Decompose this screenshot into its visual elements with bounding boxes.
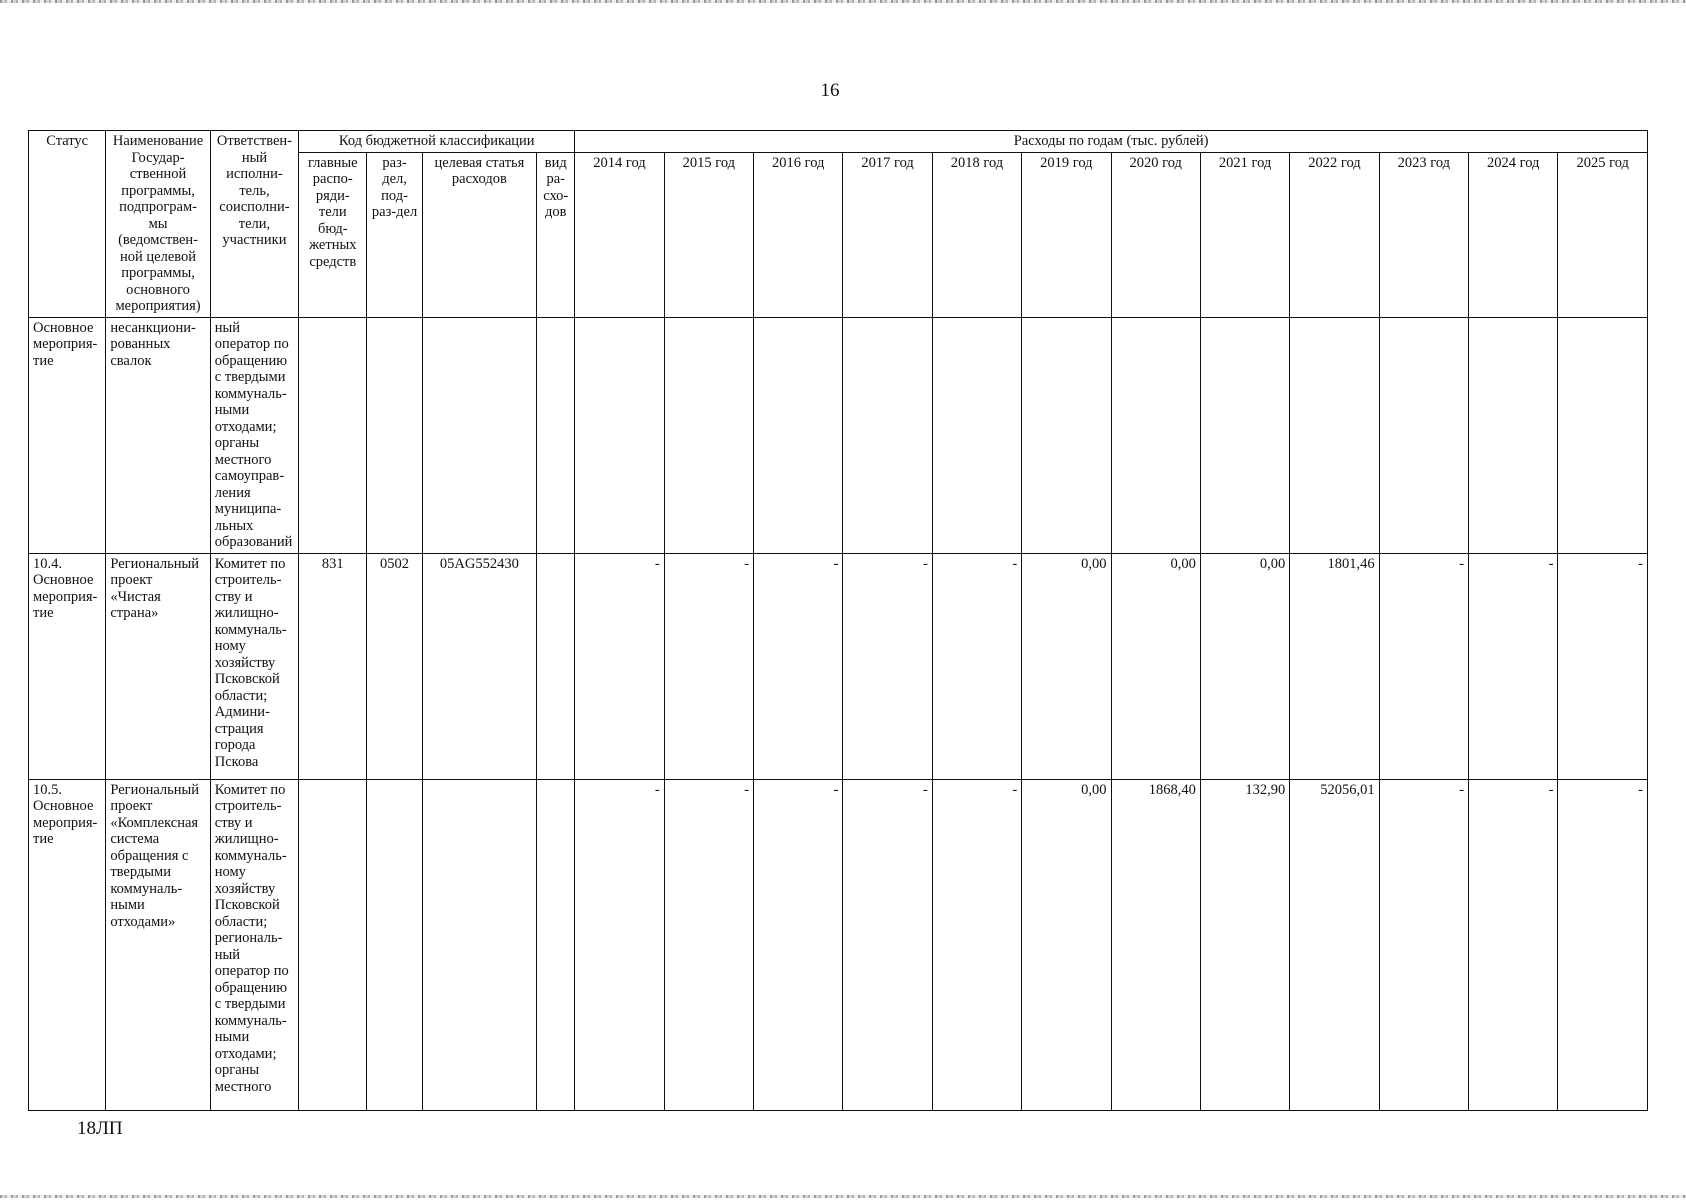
cell-value-2014: [575, 317, 664, 553]
header-year-2018: 2018 год: [932, 152, 1021, 317]
cell-vr: [537, 779, 575, 1110]
cell-status: Основное мероприя-тие: [29, 317, 106, 553]
cell-rzpr: 0502: [367, 553, 422, 779]
cell-rzpr: [367, 779, 422, 1110]
cell-value-2019: 0,00: [1022, 779, 1111, 1110]
cell-gr: 831: [299, 553, 367, 779]
header-gr: главные распо-ряди-тели бюд-жетных средств: [299, 152, 367, 317]
cell-value-2020: 0,00: [1111, 553, 1200, 779]
cell-value-2016: -: [754, 779, 843, 1110]
cell-value-2015: -: [664, 779, 753, 1110]
header-year-2020: 2020 год: [1111, 152, 1200, 317]
header-rzpr: раз-дел, под-раз-дел: [367, 152, 422, 317]
cell-value-2018: [932, 317, 1021, 553]
cell-value-2025: -: [1558, 779, 1648, 1110]
cell-value-2022: 52056,01: [1290, 779, 1379, 1110]
header-year-2025: 2025 год: [1558, 152, 1648, 317]
cell-value-2018: -: [932, 779, 1021, 1110]
cell-gr: [299, 317, 367, 553]
table-row: [29, 317, 1648, 553]
header-year-2014: 2014 год: [575, 152, 664, 317]
cell-value-2024: -: [1469, 553, 1558, 779]
budget-table: [28, 130, 1648, 1111]
header-status: Статус: [29, 131, 106, 318]
cell-value-2017: [843, 317, 932, 553]
header-row-1: [29, 131, 1648, 153]
header-year-2015: 2015 год: [664, 152, 753, 317]
cell-value-2022: 1801,46: [1290, 553, 1379, 779]
cell-vr: [537, 553, 575, 779]
cell-value-2018: -: [932, 553, 1021, 779]
table-row: [29, 779, 1648, 1110]
cell-value-2014: -: [575, 553, 664, 779]
cell-csr: 05AG552430: [422, 553, 536, 779]
cell-value-2020: 1868,40: [1111, 779, 1200, 1110]
cell-responsible: ный оператор по обращению с твердыми коммуналь-ными отходами; органы местного самоуправ-ления муниципа-льных образований: [210, 317, 298, 553]
cell-gr: [299, 779, 367, 1110]
cell-value-2015: -: [664, 553, 753, 779]
cell-rzpr: [367, 317, 422, 553]
header-expenses-by-year: Расходы по годам (тыс. рублей): [575, 131, 1648, 153]
header-budget-classification: Код бюджетной классификации: [299, 131, 575, 153]
cell-value-2020: [1111, 317, 1200, 553]
scan-edge-top: [0, 0, 1686, 3]
table-row: [29, 553, 1648, 779]
cell-value-2021: [1200, 317, 1289, 553]
header-year-2023: 2023 год: [1379, 152, 1468, 317]
cell-value-2014: -: [575, 779, 664, 1110]
cell-value-2016: [754, 317, 843, 553]
cell-name: несанкциони-рованных свалок: [106, 317, 210, 553]
cell-value-2022: [1290, 317, 1379, 553]
cell-value-2017: -: [843, 553, 932, 779]
header-responsible: Ответствен-ный исполни-тель, соисполни-тели, участники: [210, 131, 298, 318]
page-number: 16: [820, 80, 840, 101]
cell-value-2023: -: [1379, 779, 1468, 1110]
header-year-2016: 2016 год: [754, 152, 843, 317]
header-year-2019: 2019 год: [1022, 152, 1111, 317]
cell-csr: [422, 317, 536, 553]
header-vr: вид ра-схо-дов: [537, 152, 575, 317]
cell-value-2023: -: [1379, 553, 1468, 779]
header-year-2022: 2022 год: [1290, 152, 1379, 317]
cell-value-2015: [664, 317, 753, 553]
cell-value-2025: [1558, 317, 1648, 553]
cell-value-2017: -: [843, 779, 932, 1110]
cell-name: Региональный проект «Чистая страна»: [106, 553, 210, 779]
header-year-2017: 2017 год: [843, 152, 932, 317]
scan-edge-bottom: [0, 1195, 1686, 1198]
header-csr: целевая статья расходов: [422, 152, 536, 317]
cell-csr: [422, 779, 536, 1110]
cell-responsible: Комитет по строитель-ству и жилищно-коммуналь-ному хозяйству Псковской области; Админи-страция города Пскова: [210, 553, 298, 779]
cell-value-2016: -: [754, 553, 843, 779]
cell-value-2019: 0,00: [1022, 553, 1111, 779]
cell-value-2019: [1022, 317, 1111, 553]
cell-vr: [537, 317, 575, 553]
cell-status: 10.5. Основное мероприя-тие: [29, 779, 106, 1110]
cell-value-2021: 0,00: [1200, 553, 1289, 779]
header-name: Наименование Государ-ственной программы, подпрограм-мы (ведомствен-ной целевой программы, основного мероприятия): [106, 131, 210, 318]
cell-status: 10.4. Основное мероприя-тие: [29, 553, 106, 779]
cell-value-2025: -: [1558, 553, 1648, 779]
cell-value-2024: [1469, 317, 1558, 553]
header-year-2024: 2024 год: [1469, 152, 1558, 317]
cell-value-2023: [1379, 317, 1468, 553]
cell-name: Региональный проект «Комплексная система обращения с твердыми коммуналь-ными отходами»: [106, 779, 210, 1110]
footer-code: 18ЛП: [77, 1118, 123, 1139]
cell-value-2024: -: [1469, 779, 1558, 1110]
header-year-2021: 2021 год: [1200, 152, 1289, 317]
table-header: [29, 131, 1648, 318]
cell-value-2021: 132,90: [1200, 779, 1289, 1110]
cell-responsible: Комитет по строитель-ству и жилищно-коммуналь-ному хозяйству Псковской области; региональ-ный оператор по обращению с твердыми коммуналь-ными отходами; органы местного: [210, 779, 298, 1110]
